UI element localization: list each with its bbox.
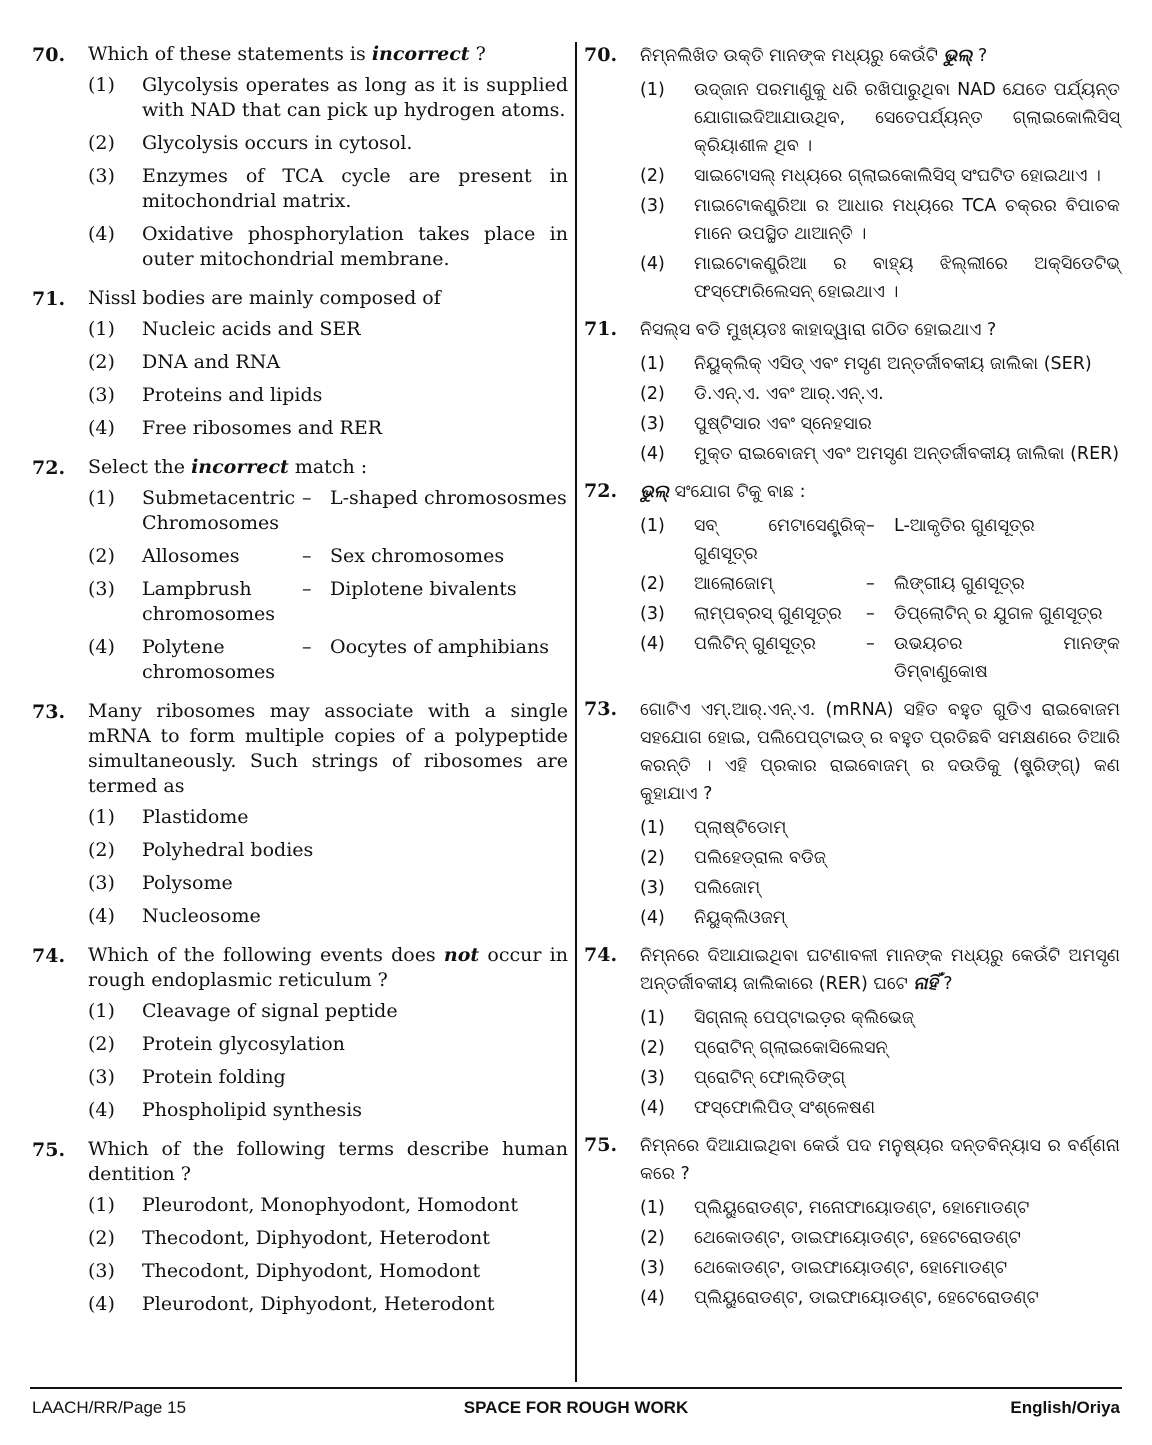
- stem-text: match :: [288, 456, 368, 478]
- option-number: (2): [88, 1033, 115, 1055]
- option-text: ପ୍ଲିୟୁରୋଡଣ୍ଟ, ଡାଇଫାୟୋଡଣ୍ଟ, ହେଟେରୋଡଣ୍ଟ: [694, 1288, 1039, 1308]
- footer-page-code: LAACH/RR/Page 15: [32, 1398, 187, 1417]
- question-number: 70.: [584, 44, 618, 66]
- option-number: (3): [640, 604, 665, 624]
- option-text: Nucleic acids and SER: [142, 318, 361, 340]
- option-number: (4): [88, 636, 115, 658]
- stem-text: Which of the following events does: [88, 944, 444, 966]
- match-left: Lampbrush chromosomes: [142, 578, 276, 625]
- option-number: (1): [88, 1000, 115, 1022]
- match-dash: –: [302, 636, 312, 658]
- match-option-3: [88, 577, 568, 627]
- match-right: ଉଭୟଚର ମାନଙ୍କ ଡିମ୍ବାଣୁକୋଷ: [894, 634, 1120, 682]
- option-number: (4): [640, 1288, 665, 1308]
- stem-text: ନିମ୍ନରେ ଦିଆଯାଇଥିବା ଘଟଣାବଳୀ ମାନଙ୍କ ମଧ୍ୟରୁ କେଉଁଟି ଅମସୃଣ ଅନ୍ତର୍ଜୀବକୀୟ ଜାଲିକାରେ (RER) ଘଟେ: [640, 946, 1120, 994]
- question-stem: ନିମ୍ନରେ ଦିଆଯାଇଥିବା କେଉଁ ପଦ ମନୁଷ୍ୟର ଦନ୍ତବିନ୍ୟାସ ର ବର୍ଣ୍ଣନା କରେ ?: [640, 1136, 1120, 1184]
- option-1: [640, 814, 1120, 842]
- option-text: Proteins and lipids: [142, 384, 323, 406]
- question-stem: [88, 455, 568, 480]
- option-number: (4): [640, 444, 665, 464]
- stem-emphasis: incorrect: [371, 43, 470, 65]
- option-number: (1): [640, 1198, 665, 1218]
- option-number: (1): [640, 80, 665, 100]
- match-right: ଡିପ୍ଲୋଟିନ୍ ର ଯୁଗଳ ଗୁଣସୂତ୍ର: [894, 604, 1103, 624]
- option-number: (3): [640, 196, 665, 216]
- option-2: [88, 131, 568, 156]
- option-text: ପ୍ଲିୟୁରୋଡଣ୍ଟ, ମନୋଫାୟୋଡଣ୍ଟ, ହୋମୋଡଣ୍ଟ: [694, 1198, 1030, 1218]
- question-number: 73.: [32, 701, 66, 723]
- option-text: Pleurodont, Diphyodont, Heterodont: [142, 1293, 495, 1315]
- question-72: [32, 455, 568, 685]
- option-number: (4): [640, 1098, 665, 1118]
- option-2: [88, 838, 568, 863]
- option-number: (1): [88, 806, 115, 828]
- option-number: (2): [640, 1038, 665, 1058]
- option-text: Thecodont, Diphyodont, Homodont: [142, 1260, 481, 1282]
- footer-rule: [30, 1387, 1122, 1389]
- question-number: 70.: [32, 44, 66, 66]
- match-left: Polytene chromosomes: [142, 636, 276, 683]
- match-option-1: [88, 486, 568, 536]
- option-text: ପ୍ରୋଟିନ୍ ଗ୍ଲାଇକୋସିଲେସନ୍: [694, 1038, 888, 1058]
- option-2: [640, 162, 1120, 190]
- match-option-4: [88, 635, 568, 685]
- option-1: [88, 317, 568, 342]
- question-73-oriya: [584, 696, 1120, 932]
- option-3: [640, 410, 1120, 438]
- option-text: ନିୟୁକ୍ଲିକ୍ ଏସିଡ୍ ଏବଂ ମସୃଣ ଅନ୍ତର୍ଜୀବକୀୟ ଜାଲିକା (SER): [694, 354, 1092, 374]
- option-number: (4): [640, 634, 665, 654]
- option-1: [640, 350, 1120, 378]
- option-number: (3): [640, 414, 665, 434]
- option-4: [88, 222, 568, 272]
- question-70: [32, 42, 568, 272]
- option-1: [640, 1004, 1120, 1032]
- option-2: [88, 1226, 568, 1251]
- question-number: 71.: [32, 288, 66, 310]
- stem-emphasis: incorrect: [191, 456, 289, 478]
- stem-emphasis: ନାହିଁ: [913, 974, 938, 994]
- question-71-oriya: [584, 316, 1120, 468]
- question-stem: ନିସଲ୍‌ସ ବଡି ମୁଖ୍ୟତଃ କାହାଦ୍ୱାରା ଗଠିତ ହୋଇଥାଏ ?: [640, 320, 997, 340]
- question-70-oriya: [584, 42, 1120, 306]
- option-2: [88, 350, 568, 375]
- option-text: Protein glycosylation: [142, 1033, 345, 1055]
- option-number: (3): [88, 1066, 115, 1088]
- option-text: ଉଦ୍‌ଜାନ ପରମାଣୁକୁ ଧରି ରଖିପାରୁଥିବା NAD ଯେତେ ପର୍ଯ୍ୟନ୍ତ ଯୋଗାଇଦିଆଯାଉଥିବ, ସେତେପର୍ଯ୍ୟନ୍ତ ଗ୍ଲାଇକୋଲିସିସ୍ କ୍ରିୟାଶୀଳ ଥିବ ।: [694, 80, 1120, 156]
- option-number: (2): [640, 1228, 665, 1248]
- option-2: [88, 1032, 568, 1057]
- option-1: [640, 1194, 1120, 1222]
- option-text: ପ୍ଲାଷ୍ଟିଡୋମ୍: [694, 818, 787, 838]
- option-number: (1): [640, 818, 665, 838]
- option-number: (3): [88, 578, 115, 600]
- option-4: [88, 904, 568, 929]
- match-left: Submetacentric Chromosomes: [142, 487, 296, 534]
- english-column: [32, 42, 568, 1331]
- option-number: (3): [88, 872, 115, 894]
- stem-text: Which of these statements is: [88, 43, 372, 65]
- question-73: [32, 699, 568, 929]
- question-number: 73.: [584, 698, 618, 720]
- option-text: Enzymes of TCA cycle are present in mitochondrial matrix.: [142, 165, 568, 212]
- option-text: ଡି.ଏନ୍.ଏ. ଏବଂ ଆର୍.ଏନ୍.ଏ.: [694, 384, 884, 404]
- option-text: ପୁଷ୍ଟିସାର ଏବଂ ସ୍ନେହସାର: [694, 414, 872, 434]
- option-4: [640, 1094, 1120, 1122]
- option-number: (4): [88, 905, 115, 927]
- option-number: (1): [640, 354, 665, 374]
- footer-language: English/Oriya: [1010, 1398, 1120, 1417]
- match-dash: –: [866, 516, 875, 536]
- option-1: [88, 999, 568, 1024]
- match-option-2: [640, 570, 1120, 598]
- match-right: Diplotene bivalents: [330, 578, 517, 600]
- match-left: ପଲିଟିନ୍ ଗୁଣସୂତ୍ର: [694, 634, 816, 654]
- option-text: DNA and RNA: [142, 351, 281, 373]
- question-75: [32, 1137, 568, 1317]
- option-number: (1): [88, 1194, 115, 1216]
- match-option-2: [88, 544, 568, 569]
- option-text: Oxidative phosphorylation takes place in outer mitochondrial membrane.: [142, 223, 568, 270]
- option-text: ଥେକୋଡଣ୍ଟ, ଡାଇଫାୟୋଡଣ୍ଟ, ହୋମୋଡଣ୍ଟ: [694, 1258, 1008, 1278]
- option-number: (1): [640, 516, 665, 536]
- option-text: ସାଇଟୋସଲ୍ ମଧ୍ୟରେ ଗ୍ଲାଇକୋଲିସିସ୍ ସଂଘଟିତ ହୋଇଥାଏ ।: [694, 166, 1101, 186]
- option-number: (2): [88, 351, 115, 373]
- option-3: [640, 192, 1120, 248]
- option-number: (2): [640, 384, 665, 404]
- option-text: Pleurodont, Monophyodont, Homodont: [142, 1194, 519, 1216]
- option-number: (3): [88, 384, 115, 406]
- match-option-4: [640, 630, 1120, 686]
- option-text: ନିୟୁକ୍ଲିଓଜମ୍: [694, 908, 786, 928]
- option-text: ମାଇଟୋକଣ୍ଡ୍ରିଆ ର ବାହ୍ୟ ଝିଲ୍ଲୀରେ ଅକ୍ସିଡେଟିଭ୍ ଫସ୍‌ଫୋରିଲେସନ୍ ହୋଇଥାଏ ।: [694, 254, 1120, 302]
- option-text: ଥେକୋଡଣ୍ଟ, ଡାଇଫାୟୋଡଣ୍ଟ, ହେଟେରୋଡଣ୍ଟ: [694, 1228, 1021, 1248]
- match-dash: –: [302, 487, 312, 509]
- option-number: (1): [88, 74, 115, 96]
- question-71: [32, 286, 568, 441]
- option-number: (4): [88, 417, 115, 439]
- option-number: (2): [640, 848, 665, 868]
- option-3: [88, 1065, 568, 1090]
- option-text: Glycolysis operates as long as it is supplied with NAD that can pick up hydrogen atoms.: [142, 74, 568, 121]
- match-option-3: [640, 600, 1120, 628]
- option-3: [88, 164, 568, 214]
- question-number: 71.: [584, 318, 618, 340]
- question-stem: [640, 478, 1120, 506]
- match-left: Allosomes: [142, 545, 240, 567]
- match-option-1: [640, 512, 1120, 568]
- stem-text: ?: [972, 46, 988, 66]
- question-stem: Which of the following terms describe human dentition ?: [88, 1138, 568, 1185]
- question-number: 75.: [584, 1134, 618, 1156]
- question-stem: ଗୋଟିଏ ଏମ୍.ଆର୍.ଏନ୍.ଏ. (mRNA) ସହିତ ବହୁତ ଗୁଡିଏ ରାଇବୋଜମ ସହଯୋଗ ହୋଇ, ପଲିପେପ୍‌ଟାଇଡ୍ ର ବହୁତ ପ୍ରତିଛବି ସମକ୍ଷଣରେ ତିଆରି କରନ୍ତି । ଏହି ପ୍ରକାର ରାଇବୋଜମ୍ ର ଦଉଡିକୁ (ଷ୍ଟ୍ରିଙ୍ଗ୍) କଣ କୁହାଯାଏ ?: [640, 700, 1120, 804]
- option-text: Cleavage of signal peptide: [142, 1000, 398, 1022]
- option-3: [88, 871, 568, 896]
- option-number: (3): [640, 1258, 665, 1278]
- question-stem: [640, 42, 1120, 70]
- option-number: (2): [640, 166, 665, 186]
- option-3: [640, 1254, 1120, 1282]
- option-3: [640, 1064, 1120, 1092]
- option-number: (2): [88, 839, 115, 861]
- stem-text: ?: [937, 974, 953, 994]
- option-text: Phospholipid synthesis: [142, 1099, 363, 1121]
- option-number: (1): [88, 318, 115, 340]
- oriya-column: [584, 42, 1120, 1322]
- match-right: L-shaped chromososmes: [330, 487, 567, 509]
- option-2: [640, 380, 1120, 408]
- option-number: (2): [88, 545, 115, 567]
- stem-text: Select the: [88, 456, 192, 478]
- match-left: ଆଲୋଜୋମ୍: [694, 574, 774, 594]
- stem-text: ?: [469, 43, 486, 65]
- option-number: (3): [640, 1068, 665, 1088]
- option-number: (2): [88, 1227, 115, 1249]
- match-right: ଲିଙ୍ଗୀୟ ଗୁଣସୂତ୍ର: [894, 574, 1025, 594]
- option-4: [640, 1284, 1120, 1312]
- option-number: (3): [88, 1260, 115, 1282]
- question-stem: Many ribosomes may associate with a single mRNA to form multiple copies of a polypeptide simultaneously. Such strings of ribosomes are termed as: [88, 700, 568, 797]
- option-number: (4): [88, 1293, 115, 1315]
- option-number: (2): [640, 574, 665, 594]
- match-dash: –: [866, 634, 875, 654]
- question-stem: Nissl bodies are mainly composed of: [88, 287, 441, 309]
- option-text: ପଲିଜୋମ୍: [694, 878, 761, 898]
- option-number: (4): [88, 223, 115, 245]
- stem-emphasis: ଭୁଲ୍: [943, 46, 973, 66]
- question-number: 72.: [32, 457, 66, 479]
- option-3: [88, 1259, 568, 1284]
- option-number: (4): [88, 1099, 115, 1121]
- match-right: Oocytes of amphibians: [330, 636, 549, 658]
- option-number: (4): [640, 908, 665, 928]
- option-number: (4): [640, 254, 665, 274]
- option-4: [88, 416, 568, 441]
- question-number: 75.: [32, 1139, 66, 1161]
- question-stem: [640, 942, 1120, 998]
- question-74: [32, 943, 568, 1123]
- stem-text: occur in rough endoplasmic reticulum ?: [88, 944, 568, 991]
- option-text: ମାଇଟୋକଣ୍ଡ୍ରିଆ ର ଆଧାର ମଧ୍ୟରେ TCA ଚକ୍ରର ବିପାଚକ ମାନେ ଉପସ୍ଥିତ ଥାଆନ୍ତି ।: [694, 196, 1120, 244]
- option-number: (1): [88, 487, 115, 509]
- question-number: 74.: [584, 944, 618, 966]
- question-number: 74.: [32, 945, 66, 967]
- stem-text: ନିମ୍ନଲିଖିତ ଉକ୍ତି ମାନଙ୍କ ମଧ୍ୟରୁ କେଉଁଟି: [640, 46, 944, 66]
- question-74-oriya: [584, 942, 1120, 1122]
- question-stem: [88, 42, 568, 67]
- option-text: ସିଗ୍‌ନାଲ୍ ପେପ୍‌ଟାଇଡ଼ର କ୍ଲିଭେଜ୍: [694, 1008, 914, 1028]
- option-3: [88, 383, 568, 408]
- match-dash: –: [302, 578, 312, 600]
- match-right: Sex chromosomes: [330, 545, 505, 567]
- option-text: Protein folding: [142, 1066, 286, 1088]
- match-right: L-ଆକୃତିର ଗୁଣସୂତ୍ର: [894, 516, 1035, 536]
- option-4: [88, 1098, 568, 1123]
- option-text: ଫସ୍‌ଫୋଲିପିଡ୍ ସଂଶ୍ଳେଷଣ: [694, 1098, 876, 1118]
- question-75-oriya: [584, 1132, 1120, 1312]
- option-number: (3): [640, 878, 665, 898]
- option-text: Thecodont, Diphyodont, Heterodont: [142, 1227, 490, 1249]
- option-text: ମୁକ୍ତ ରାଇବୋଜମ୍ ଏବଂ ଅମସୃଣ ଅନ୍ତର୍ଜୀବକୀୟ ଜାଲିକା (RER): [694, 444, 1120, 464]
- match-left: ସବ୍ ମେଟାସେଣ୍ଟ୍ରିକ୍ ଗୁଣସୂତ୍ର: [694, 516, 866, 564]
- question-stem: [88, 943, 568, 993]
- stem-text: ସଂଯୋଗ ଟିକୁ ବାଛ :: [669, 482, 806, 502]
- option-number: (2): [88, 132, 115, 154]
- option-4: [640, 440, 1120, 468]
- option-text: Plastidome: [142, 806, 249, 828]
- option-4: [88, 1292, 568, 1317]
- match-dash: –: [866, 574, 875, 594]
- question-72-oriya: [584, 478, 1120, 686]
- option-number: (3): [88, 165, 115, 187]
- question-number: 72.: [584, 480, 618, 502]
- option-1: [640, 76, 1120, 160]
- option-text: Polysome: [142, 872, 233, 894]
- option-text: ପ୍ରୋଟିନ୍ ଫୋଲ୍‌ଡିଙ୍ଗ୍: [694, 1068, 846, 1088]
- option-1: [88, 73, 568, 123]
- option-1: [88, 1193, 568, 1218]
- option-2: [640, 844, 1120, 872]
- column-divider: [575, 42, 577, 1382]
- option-number: (1): [640, 1008, 665, 1028]
- option-2: [640, 1034, 1120, 1062]
- footer-rough-work-label: SPACE FOR ROUGH WORK: [463, 1398, 689, 1417]
- option-text: Nucleosome: [142, 905, 261, 927]
- option-1: [88, 805, 568, 830]
- match-dash: –: [866, 604, 875, 624]
- option-text: Glycolysis occurs in cytosol.: [142, 132, 413, 154]
- option-4: [640, 250, 1120, 306]
- option-4: [640, 904, 1120, 932]
- option-3: [640, 874, 1120, 902]
- option-text: Free ribosomes and RER: [142, 417, 383, 439]
- option-text: ପଲିହେଡ୍ରାଲ ବଡିଜ୍: [694, 848, 826, 868]
- option-2: [640, 1224, 1120, 1252]
- stem-emphasis: not: [443, 944, 480, 966]
- stem-emphasis: ଭୁଲ୍: [640, 482, 669, 502]
- option-text: Polyhedral bodies: [142, 839, 314, 861]
- match-dash: –: [302, 545, 312, 567]
- match-left: ଲାମ୍ପବ୍ରସ୍ ଗୁଣସୂତ୍ର: [694, 604, 842, 624]
